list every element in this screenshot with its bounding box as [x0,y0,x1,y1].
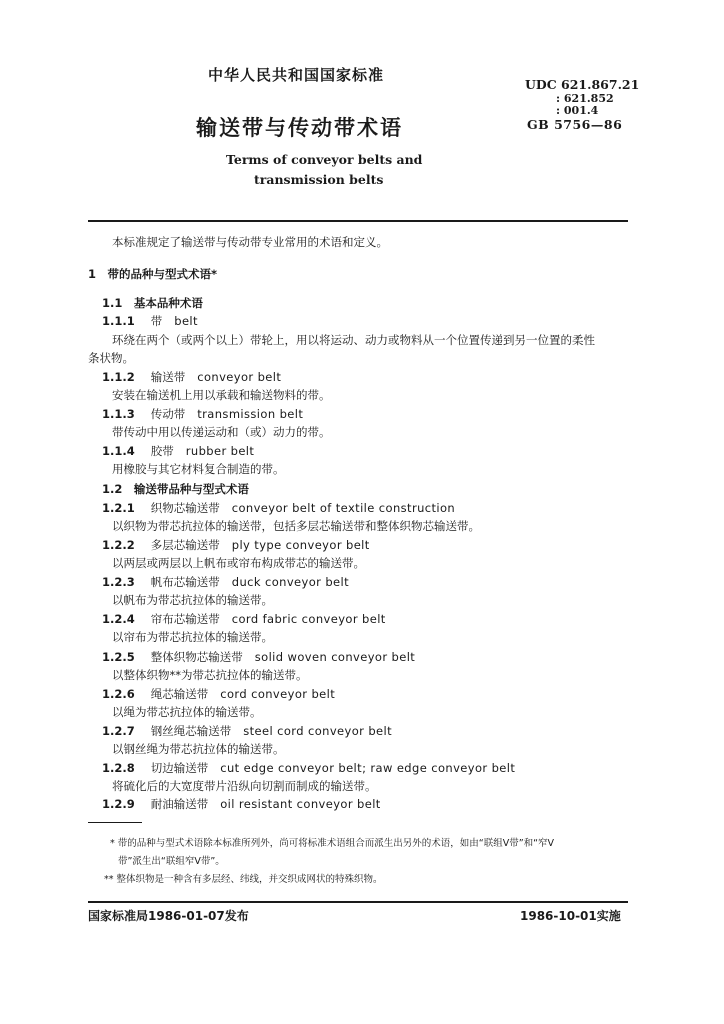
udc-code-1: UDC 621.867.21 [525,77,640,92]
footnote-1-line2: 带”派生出“联组窄V带”。 [118,856,225,867]
definition-1-1-4: 用橡胶与其它材料复合制造的带。 [112,462,285,476]
term-1-2-5: 1.2.5 整体织物芯输送带 solid woven conveyor belt [102,650,416,664]
effective-date: 1986-10-01实施 [520,909,621,923]
header-divider [88,220,628,222]
definition-1-1-3: 带传动中用以传递运动和（或）动力的带。 [112,425,331,439]
title-english-line2: transmission belts [254,172,384,187]
udc-code-2: : 621.852 [556,92,614,105]
footnote-2: ** 整体织物是一种含有多层经、纬线，并交织成网状的特殊织物。 [104,874,383,885]
term-1-1-3: 1.1.3 传动带 transmission belt [102,407,304,421]
national-standard-label: 中华人民共和国国家标准 [208,66,385,84]
term-1-2-4: 1.2.4 帘布芯输送带 cord fabric conveyor belt [102,612,386,626]
definition-1-1-1: 环绕在两个（或两个以上）带轮上，用以将运动、动力或物料从一个位置传递到另一位置的柔性 [112,333,595,347]
term-1-2-2: 1.2.2 多层芯输送带 ply type conveyor belt [102,538,370,552]
definition-1-1-1-cont: 条状物。 [88,351,134,365]
intro-paragraph: 本标准规定了输送带与传动带专业常用的术语和定义。 [112,235,388,249]
term-1-2-6: 1.2.6 绳芯输送带 cord conveyor belt [102,687,336,701]
term-1-1-1: 1.1.1 带 belt [102,314,198,328]
definition-1-2-5: 以整体织物**为带芯抗拉体的输送带。 [112,668,308,682]
definition-1-2-4: 以帘布为带芯抗拉体的输送带。 [112,630,273,644]
section-1-1-heading: 1.1 基本品种术语 [102,296,203,310]
issued-date: 国家标准局1986-01-07发布 [88,909,249,923]
footnote-divider [88,822,142,823]
title-chinese: 输送带与传动带术语 [196,116,403,140]
definition-1-2-6: 以绳为带芯抗拉体的输送带。 [112,705,262,719]
gb-number: GB 5756—86 [527,117,623,132]
term-1-1-2: 1.1.2 输送带 conveyor belt [102,370,282,384]
term-1-2-1: 1.2.1 织物芯输送带 conveyor belt of textile construction [102,501,456,515]
definition-1-2-8: 将硫化后的大宽度带片沿纵向切割而制成的输送带。 [112,779,377,793]
section-1-heading: 1 带的品种与型式术语* [88,267,218,281]
term-1-2-7: 1.2.7 钢丝绳芯输送带 steel cord conveyor belt [102,724,393,738]
term-1-2-3: 1.2.3 帆布芯输送带 duck conveyor belt [102,575,350,589]
term-1-1-4: 1.1.4 胶带 rubber belt [102,444,255,458]
term-1-2-8: 1.2.8 切边输送带 cut edge conveyor belt; raw edge conveyor belt [102,761,516,775]
definition-1-2-1: 以织物为带芯抗拉体的输送带，包括多层芯输送带和整体织物芯输送带。 [112,519,480,533]
term-1-2-9: 1.2.9 耐油输送带 oil resistant conveyor belt [102,797,381,811]
udc-code-3: : 001.4 [556,104,599,117]
definition-1-2-2: 以两层或两层以上帆布或帘布构成带芯的输送带。 [112,556,365,570]
definition-1-2-7: 以钢丝绳为带芯抗拉体的输送带。 [112,742,285,756]
footnote-1-line1: * 带的品种与型式术语除本标准所列外，尚可将标准术语组合而派生出另外的术语，如由“联组V带”和“窄V [110,838,555,849]
definition-1-1-2: 安装在输送机上用以承载和输送物料的带。 [112,388,331,402]
title-english-line1: Terms of conveyor belts and [226,152,423,167]
footer-divider [88,901,628,903]
section-1-2-heading: 1.2 输送带品种与型式术语 [102,482,249,496]
definition-1-2-3: 以帆布为带芯抗拉体的输送带。 [112,593,273,607]
